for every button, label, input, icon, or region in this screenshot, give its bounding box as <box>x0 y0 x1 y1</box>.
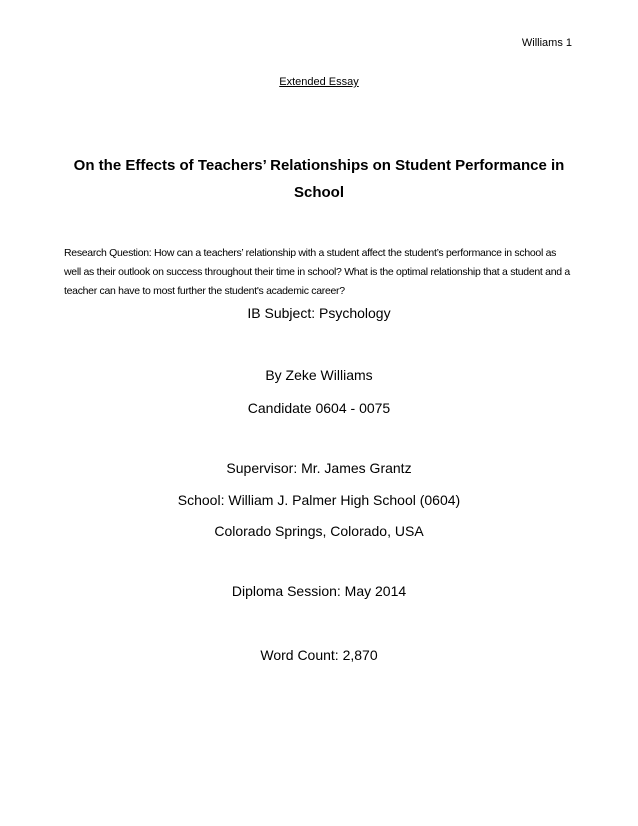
supervisor-name: Supervisor: Mr. James Grantz <box>226 460 412 476</box>
essay-title: On the Effects of Teachers’ Relationships on Student Performance in School <box>73 157 565 201</box>
page-header-number: Williams 1 <box>521 37 572 49</box>
author-name: By Zeke Williams <box>265 367 373 383</box>
diploma-session: Diploma Session: May 2014 <box>231 583 407 599</box>
essay-type-label: Extended Essay <box>279 76 359 88</box>
research-question: Research Question: How can a teachers’ relationship with a student affect the student’s performance in school as well as their outlook on success throughout their time in school? What is the optimal relationship that a student and a teacher can have to most further the student's academic career? <box>64 247 570 297</box>
candidate-number: Candidate 0604 - 0075 <box>247 400 391 416</box>
school-location: Colorado Springs, Colorado, USA <box>214 523 424 539</box>
ib-subject: IB Subject: Psychology <box>247 305 391 321</box>
word-count: Word Count: 2,870 <box>260 647 378 663</box>
school-name: School: William J. Palmer High School (0604) <box>177 492 461 508</box>
